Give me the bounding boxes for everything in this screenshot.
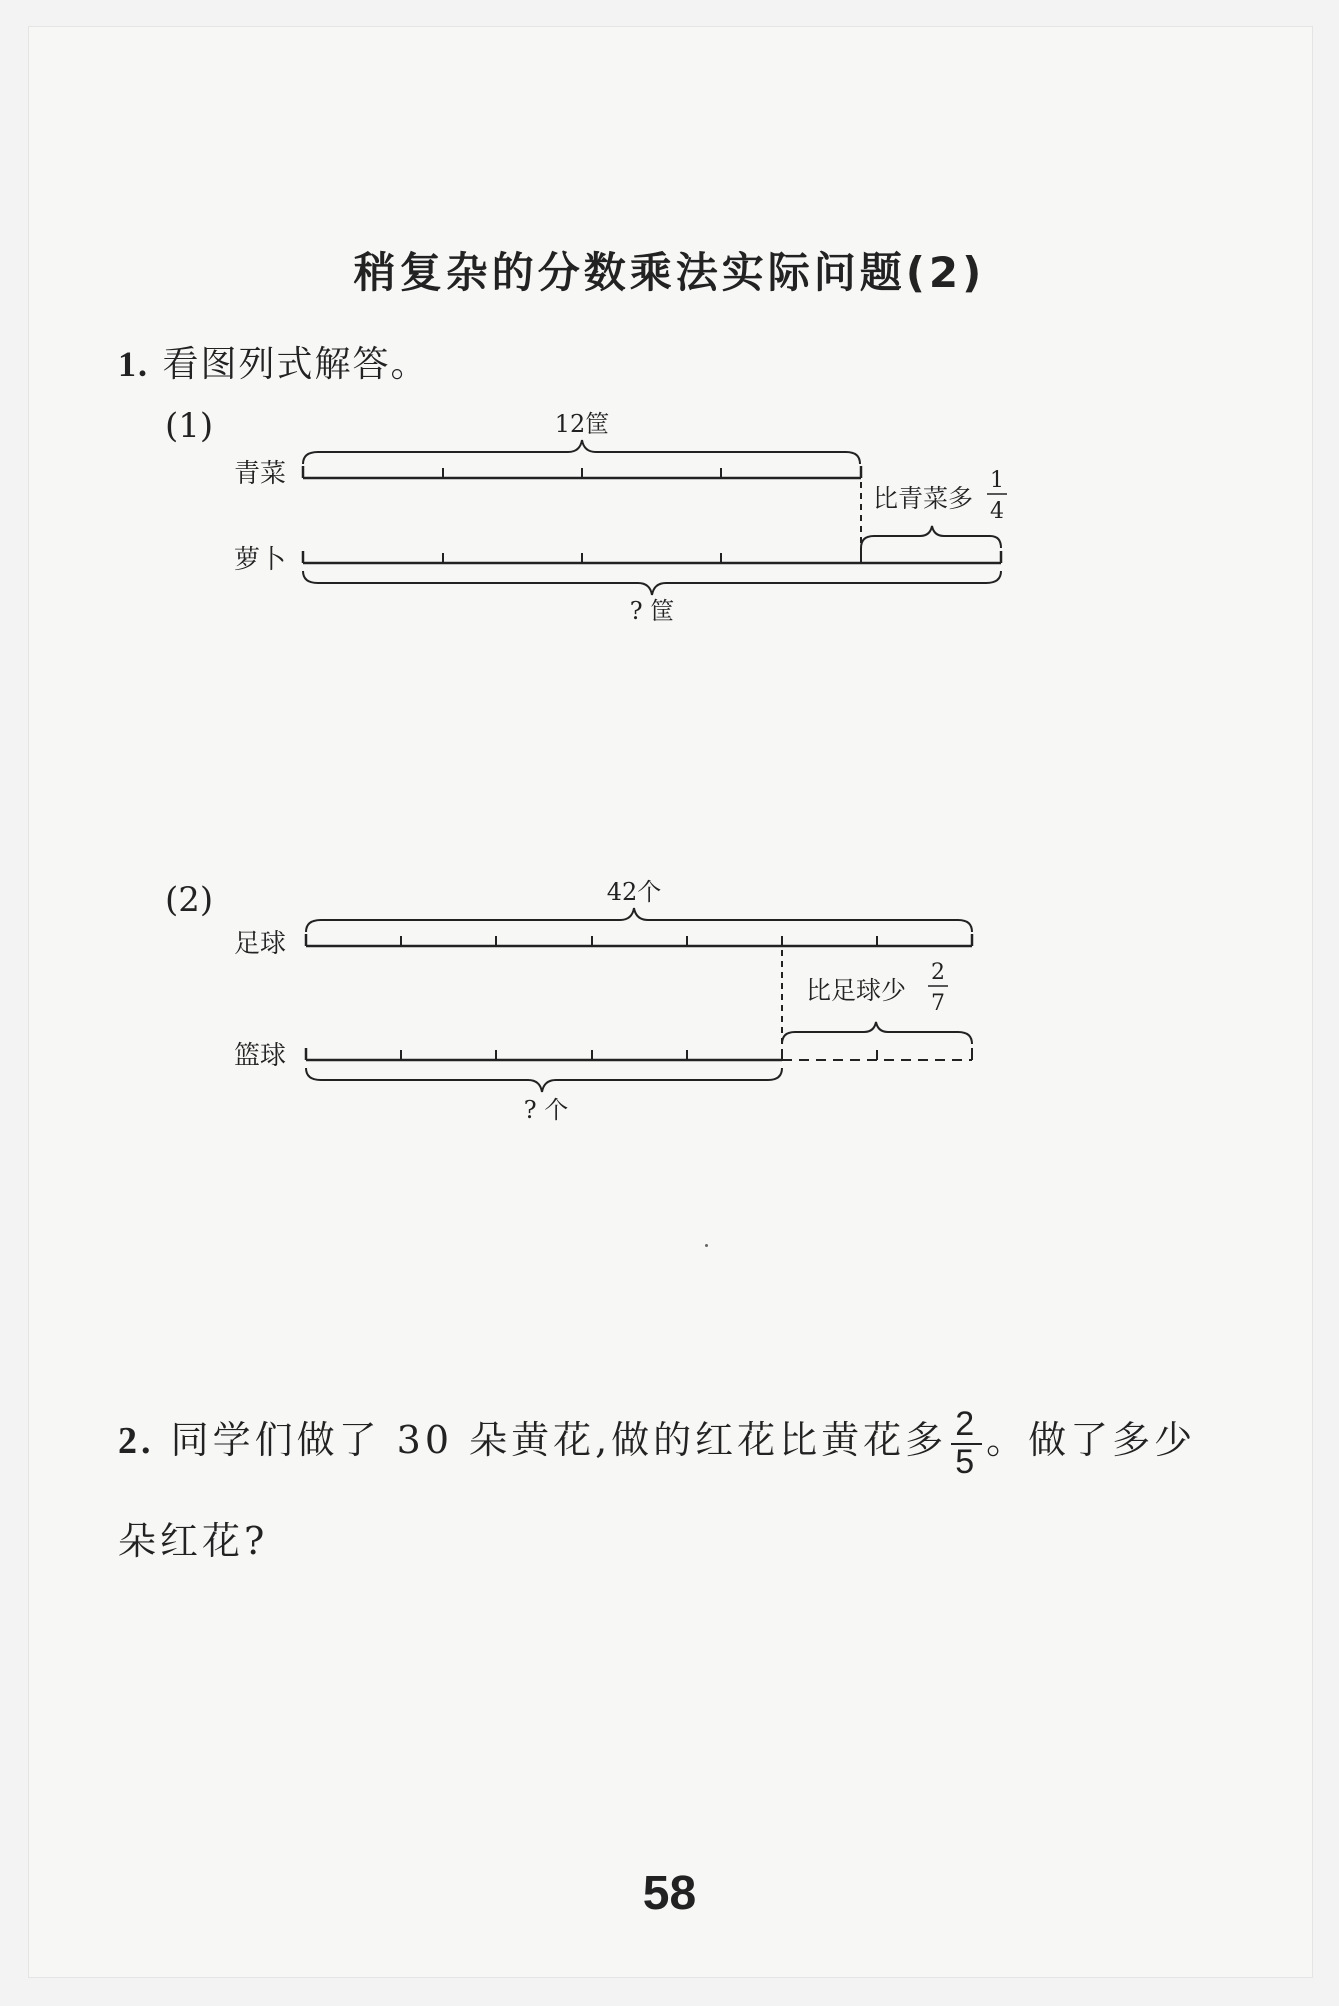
radish-brace (303, 571, 1001, 595)
fraction-denominator: 5 (955, 1442, 979, 1481)
question-1-number: 1. (118, 344, 149, 384)
football-total: 42个 (606, 878, 662, 906)
question-2 (118, 1390, 1238, 1591)
extra-less-label: 比足球少 (806, 976, 907, 1005)
question-1-text: 看图列式解答。 (162, 344, 429, 385)
radish-bar-label: 萝卜 (234, 545, 287, 575)
vegetable-total: 12筐 (554, 410, 610, 438)
basketball-bar-label: 篮球 (234, 1041, 287, 1071)
fraction-denominator: 4 (990, 499, 1004, 524)
extra-more-label: 比青菜多 (873, 484, 974, 513)
fraction-numerator: 2 (951, 1407, 982, 1445)
question-2-number: 2. (118, 1420, 155, 1462)
speck (705, 1244, 708, 1247)
part-1-label: (1) (165, 406, 214, 446)
fraction-numerator: 2 (931, 960, 945, 985)
question-2-fraction (951, 1404, 982, 1481)
radish-total: ? 筐 (629, 597, 675, 625)
extra-brace (782, 1022, 972, 1044)
part-2-label: (2) (165, 880, 214, 920)
question-2-text-before: 同学们做了 30 朵黄花,做的红花比黄花多 (170, 1418, 948, 1462)
basketball-brace (306, 1068, 782, 1092)
fraction-denominator: 7 (931, 991, 945, 1016)
vegetable-brace (303, 440, 860, 464)
page-title: 稍复杂的分数乘法实际问题(2) (353, 248, 986, 297)
extra-brace (861, 526, 1001, 548)
football-bar-label: 足球 (234, 929, 287, 959)
basketball-total: ? 个 (523, 1096, 569, 1124)
diagram-2 (234, 878, 972, 1124)
question-2-text-after: 。做了多少朵红花? (118, 1418, 1197, 1563)
diagram-1 (234, 410, 1007, 625)
page-number: 58 (642, 1867, 697, 1920)
football-brace (306, 908, 972, 932)
vegetable-bar-label: 青菜 (234, 459, 287, 489)
fraction-numerator: 1 (990, 468, 1004, 493)
